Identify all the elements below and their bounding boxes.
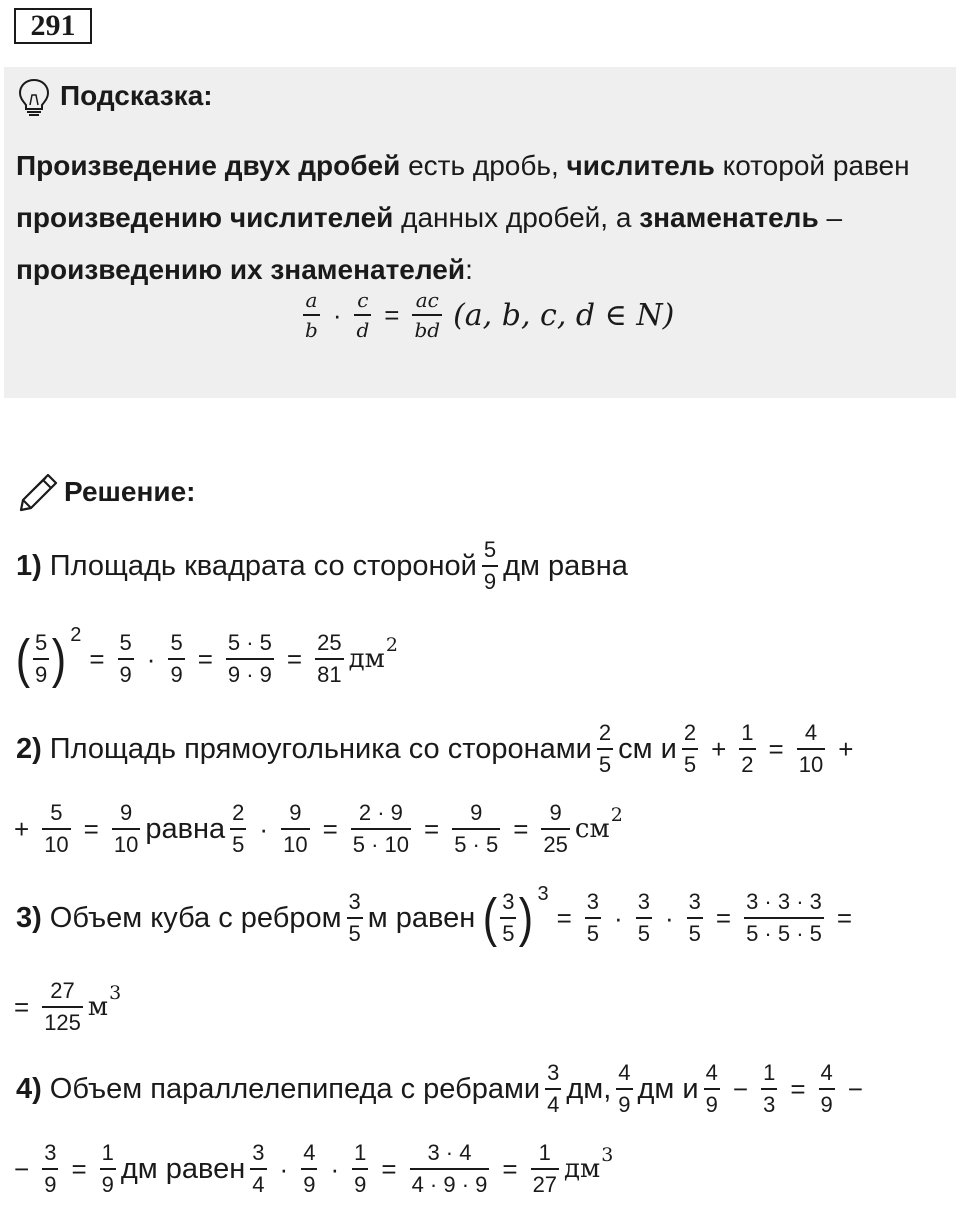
step-2-line-1: 2) Площадь прямоугольника со сторонами $\frac{2}{5}$ см и $\frac{2}{5}$ + $\frac{1}{2}$ = $\frac{4}{10}$ + [16, 720, 854, 777]
lightbulb-icon [18, 78, 50, 118]
step-1-number: 1) [16, 549, 42, 582]
frac: $\frac{5}{9}$ [170, 630, 183, 687]
step-4-unit-2: дм и [637, 1072, 699, 1105]
result-unit: дм [348, 644, 385, 674]
frac: $\frac{5 \cdot 5}{9 \cdot 9}$ [227, 630, 272, 687]
rule-bold-4: знаменатель [639, 202, 819, 233]
frac-5-9: $\frac{5}{9}$ [483, 537, 497, 594]
step-1-text: Площадь квадрата со стороной [49, 549, 477, 582]
hint-title: Подсказка: [60, 80, 213, 111]
step-1-line-1 [16, 536, 628, 596]
power-expression: ( $\frac{3}{5}$ ) 3 [483, 883, 549, 948]
step-4-text: Объем параллелепипеда с ребрами [49, 1072, 541, 1105]
step-3-unit: м равен [367, 901, 476, 934]
formula-frac-c-d: $\frac{c}{d}$ [356, 288, 370, 342]
problem-number: 291 [14, 8, 92, 44]
formula-condition: (a, b, c, d ∈ N) [453, 297, 675, 333]
formula-eq: = [384, 299, 400, 330]
frac: $\frac{5}{9}$ [119, 630, 132, 687]
result-unit: м [87, 992, 109, 1022]
formula-dot: · [332, 299, 342, 330]
pencil-icon [18, 472, 60, 512]
step-3-line-2: = $\frac{27}{125}$ м 3 [14, 978, 122, 1035]
hint-rule [16, 140, 946, 296]
step-4-line-1: 4) Объем параллелепипеда с ребрами $\frac{3}{4}$ дм, $\frac{4}{9}$ дм и $\frac{4}{9}$ − $\frac{1}{3}$ = $\frac{4}{9}$ − [16, 1060, 863, 1117]
step-4-text-2: дм равен [120, 1152, 246, 1185]
rule-bold-3: произведению числителей [16, 202, 394, 233]
step-1-line-2: ( $\frac{5}{9}$ ) 2 = $\frac{5}{9}$ · $\frac{5}{9}$ = $\frac{5 \cdot 5}{9 \cdot 9}$ = $\frac{25}{81}$ дм 2 [15, 624, 398, 689]
rule-text-5: : [465, 254, 473, 285]
step-2-line-2: + $\frac{5}{10}$ = $\frac{9}{10}$ равна $\frac{2}{5}$ · $\frac{9}{10}$ = $\frac{2 \cdot 9}{5 \cdot 10}$ = $\frac{9}{5 \cdot 5}$ = $\frac{9}{25}$ см 2 [14, 800, 623, 857]
rule-text-3: данных дробей, а [393, 202, 640, 233]
step-4-number: 4) [16, 1072, 42, 1105]
hint-formula [298, 290, 674, 340]
step-2-text: Площадь прямоугольника со сторонами [49, 732, 592, 765]
step-3-text: Объем куба с ребром [49, 901, 342, 934]
step-4-unit-1: дм, [566, 1072, 612, 1105]
solution-title: Решение: [64, 476, 196, 507]
rule-bold-2: числитель [566, 150, 715, 181]
step-4-line-2: − $\frac{3}{9}$ = $\frac{1}{9}$ дм равен $\frac{3}{4}$ · $\frac{4}{9}$ · $\frac{1}{9}$ = $\frac{3 \cdot 4}{4 \cdot 9 \cdot 9}$ = $\frac{1}{27}$ дм 3 [14, 1140, 614, 1197]
formula-frac-ac-bd: $\frac{ac}{bd}$ [414, 288, 441, 342]
rule-bold-5: произведению их знаменателей [16, 254, 466, 285]
result-unit: см [574, 814, 610, 844]
step-3-line-1: 3) Объем куба с ребром $\frac{3}{5}$ м равен ( $\frac{3}{5}$ ) 3 = $\frac{3}{5}$ · $\frac{3}{5}$ · $\frac{3}{5}$ = $\frac{3 \cdot 3 \cdot 3}{5 \cdot 5 \cdot 5}$ = [16, 883, 853, 948]
power-expression: ( $\frac{5}{9}$ ) 2 [15, 624, 82, 689]
step-3-number: 3) [16, 901, 42, 934]
step-1-unit: дм равна [503, 549, 628, 582]
rule-bold-1: Произведение двух дробей [16, 150, 401, 181]
rule-text-1: есть дробь, [400, 150, 567, 181]
rule-text-4: – [818, 202, 843, 233]
step-2-unit: см и [618, 732, 677, 765]
result-unit: дм [564, 1154, 601, 1184]
step-2-text-2: равна [145, 812, 226, 845]
rule-text-2: которой равен [714, 150, 910, 181]
formula-frac-a-b: $\frac{a}{b}$ [305, 288, 318, 342]
step-2-number: 2) [16, 732, 42, 765]
frac: $\frac{25}{81}$ [317, 630, 342, 687]
